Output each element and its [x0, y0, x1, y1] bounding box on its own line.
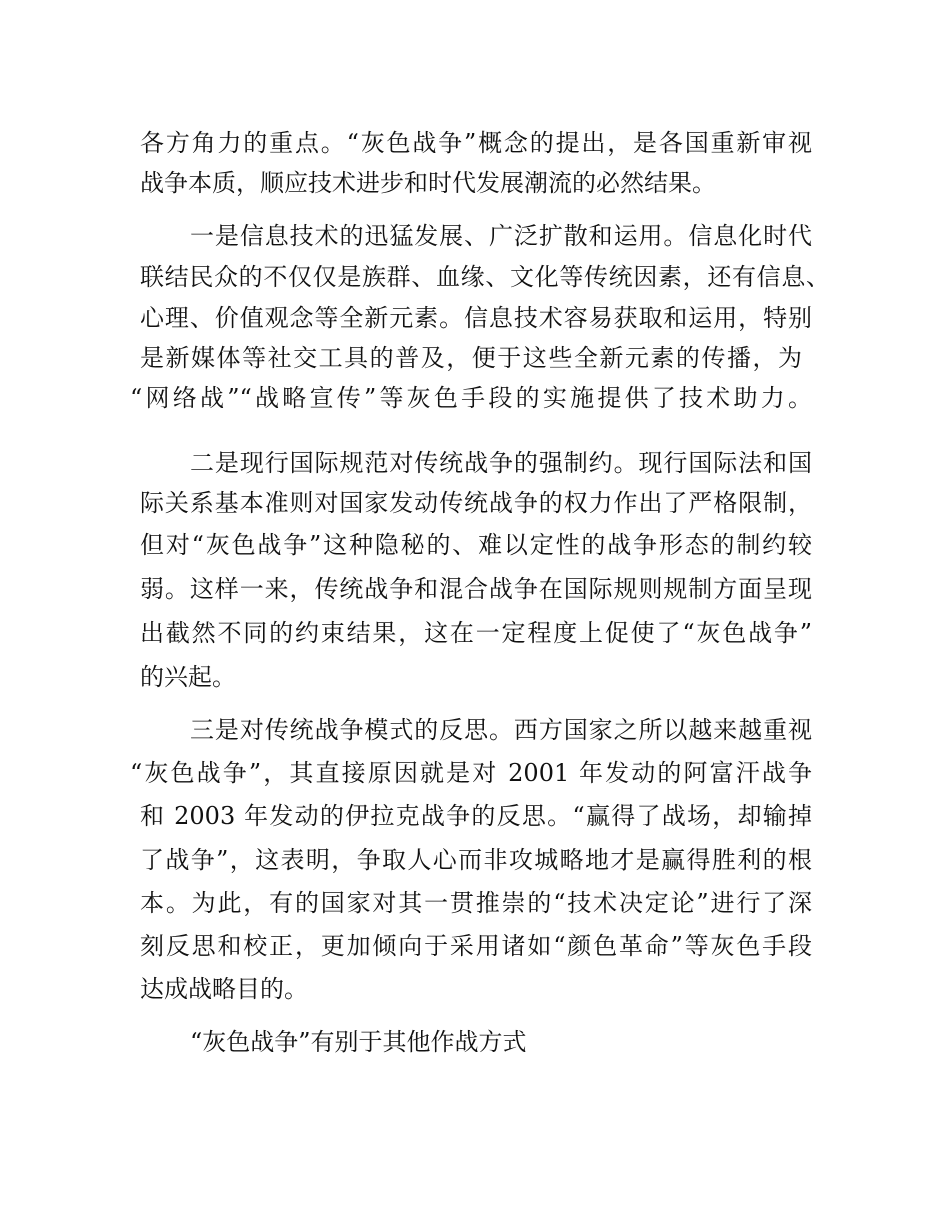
text-line: 出截然不同的约束结果，这在一定程度上促使了“灰色战争”	[140, 619, 812, 647]
text-line: 是新媒体等社交工具的普及，便于这些全新元素的传播，为	[140, 344, 802, 372]
text-line: 际关系基本准则对国家发动传统战争的权力作出了严格限制，	[140, 489, 812, 517]
text-line: 联结民众的不仅仅是族群、血缘、文化等传统因素，还有信息、	[140, 263, 830, 291]
text-line: 心理、价值观念等全新元素。信息技术容易获取和运用，特别	[140, 304, 812, 332]
text-line: 了战争”，这表明，争取人心而非攻城略地才是赢得胜利的根	[140, 846, 812, 874]
text-line: 弱。这样一来，传统战争和混合战争在国际规则规制方面呈现	[140, 575, 812, 603]
text-line: 各方角力的重点。“灰色战争”概念的提出，是各国重新审视	[140, 129, 812, 157]
text-line: 战争本质，顺应技术进步和时代发展潮流的必然结果。	[140, 169, 716, 197]
text-line: 一是信息技术的迅猛发展、广泛扩散和运用。信息化时代	[190, 222, 812, 250]
text-line: 达成战略目的。	[140, 975, 308, 1003]
text-line: “灰色战争”，其直接原因就是对 2001 年发动的阿富汗战争	[130, 759, 812, 787]
text-line: 二是现行国际规范对传统战争的强制约。现行国际法和国	[190, 449, 812, 477]
text-line: 三是对传统战争模式的反思。西方国家之所以越来越重视	[190, 716, 812, 744]
text-line: 和 2003 年发动的伊拉克战争的反思。“赢得了战场，却输掉	[140, 802, 812, 830]
section-heading: “灰色战争”有别于其他作战方式	[190, 1028, 527, 1056]
text-line: 但对“灰色战争”这种隐秘的、难以定性的战争形态的制约较	[140, 531, 812, 559]
text-line: 刻反思和校正，更加倾向于采用诸如“颜色革命”等灰色手段	[140, 932, 812, 960]
text-line: 的兴起。	[140, 663, 236, 691]
text-line: “网络战”“战略宣传”等灰色手段的实施提供了技术助力。	[130, 384, 812, 412]
text-line: 本。为此，有的国家对其一贯推崇的“技术决定论”进行了深	[140, 889, 812, 917]
